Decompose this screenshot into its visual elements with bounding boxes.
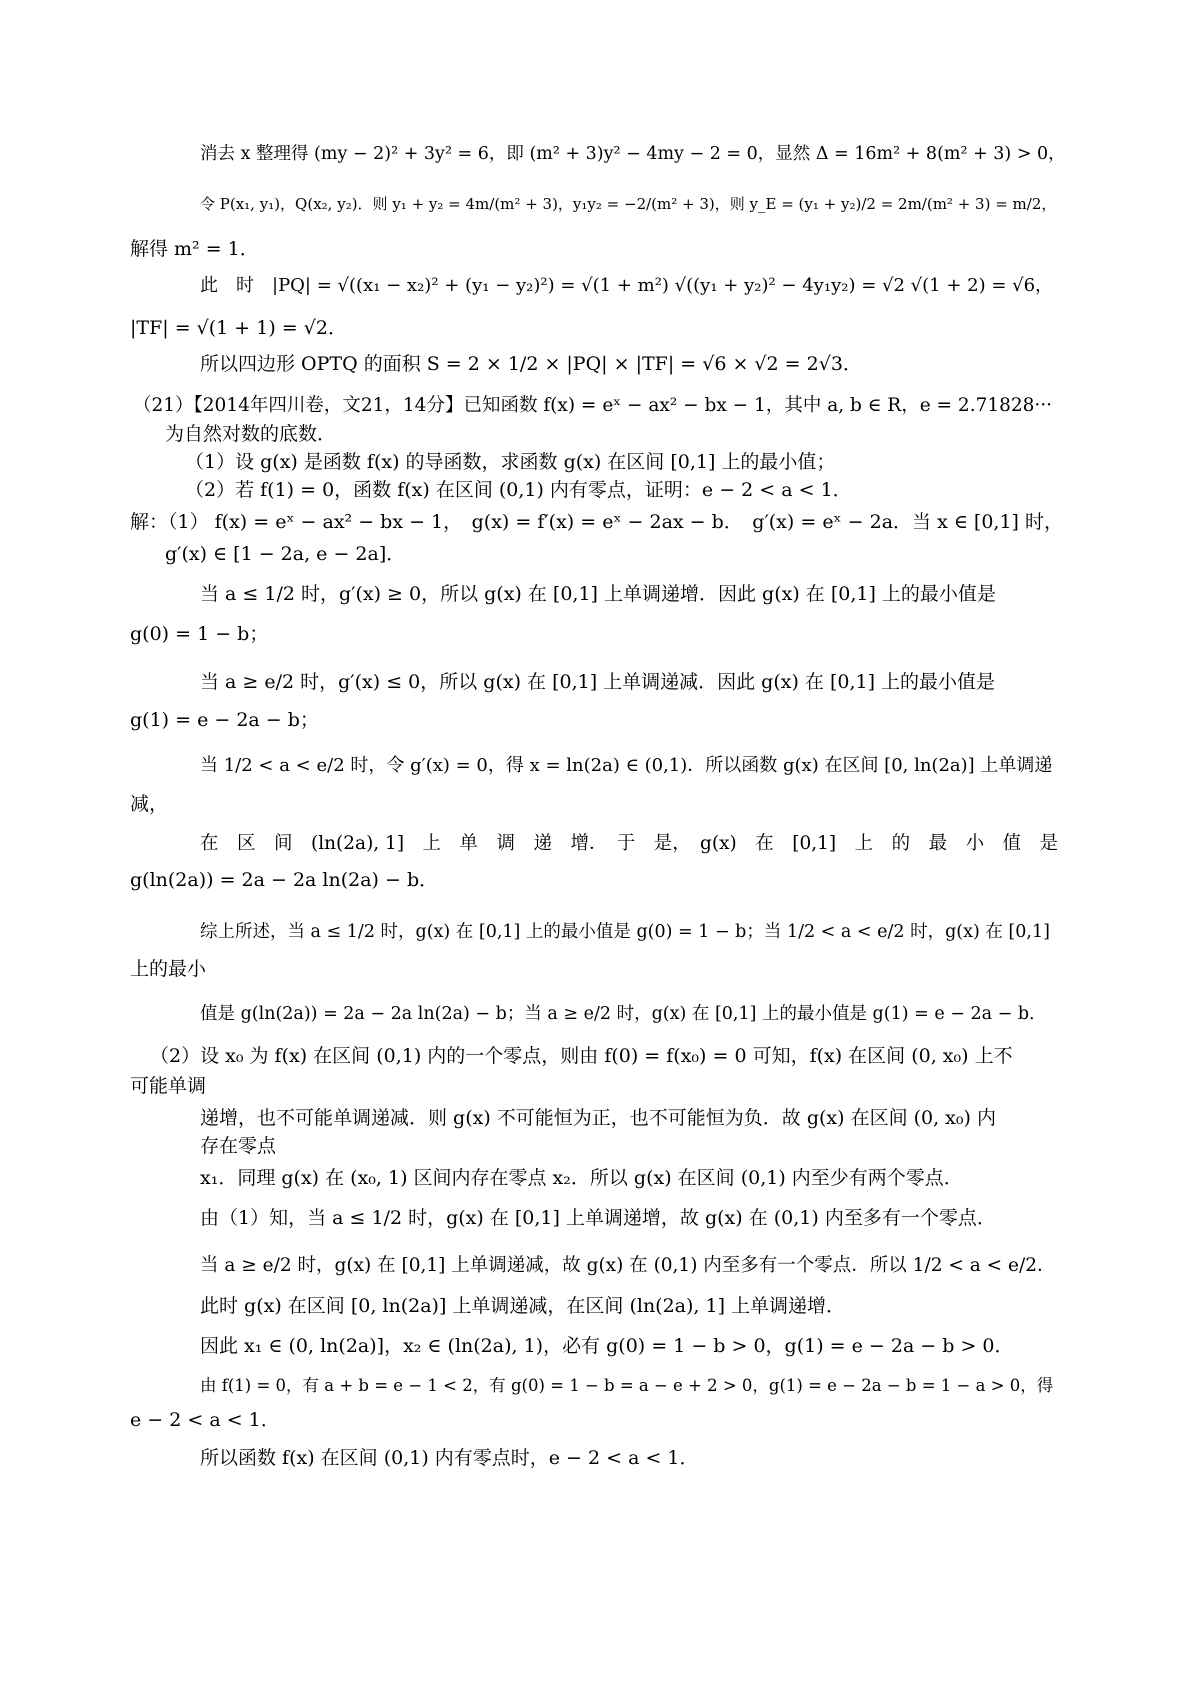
text-line-14: g(0) = 1 − b； — [130, 623, 269, 645]
question-part-2: （2）若 f(1) = 0，函数 f(x) 在区间 (0,1) 内有零点，证明：e − 2 < a < 1． — [185, 479, 852, 501]
text-line-26: 递增，也不可能单调递减．则 g(x) 不可能恒为正，也不可能恒为负．故 g(x) 在区间 (0, x₀) 内 — [200, 1107, 996, 1129]
text-line-17: 当 1/2 < a < e/2 时，令 g′(x) = 0，得 x = ln(2a) ∈ (0,1)．所以函数 g(x) 在区间 [0, ln(2a)] 上单调递 — [200, 755, 1053, 776]
text-line-4: 此 时 |PQ| = √((x₁ − x₂)² + (y₁ − y₂)²) = √(1 + m²) √((y₁ + y₂)² − 4y₁y₂) = √2 √(1 + 2) = √6， — [200, 275, 1054, 296]
text-line-18: 减， — [130, 793, 169, 815]
text-line-23: 值是 g(ln(2a)) = 2a − 2a ln(2a) − b；当 a ≥ e/2 时，g(x) 在 [0,1] 上的最小值是 g(1) = e − 2a − b． — [200, 1004, 1047, 1024]
text-line-32: 因此 x₁ ∈ (0, ln(2a)]，x₂ ∈ (ln(2a), 1)，必有 g(0) = 1 − b > 0，g(1) = e − 2a − b > 0． — [200, 1335, 1014, 1357]
conclusion-line: 所以函数 f(x) 在区间 (0,1) 内有零点时，e − 2 < a < 1． — [200, 1447, 699, 1469]
text-line-5: |TF| = √(1 + 1) = √2． — [130, 317, 347, 339]
question-part-1: （1）设 g(x) 是函数 f(x) 的导函数，求函数 g(x) 在区间 [0,1] 上的最小值； — [185, 451, 836, 473]
text-line-34: e − 2 < a < 1． — [130, 1409, 280, 1431]
text-line-8: 为自然对数的底数． — [165, 423, 337, 445]
text-line-1: 消去 x 整理得 (my − 2)² + 3y² = 6，即 (m² + 3)y² − 4my − 2 = 0，显然 Δ = 16m² + 8(m² + 3) > 0， — [200, 144, 1066, 164]
text-line-20: g(ln(2a)) = 2a − 2a ln(2a) − b． — [130, 869, 439, 891]
text-line-6: 所以四边形 OPTQ 的面积 S = 2 × 1/2 × |PQ| × |TF| = √6 × √2 = 2√3． — [200, 353, 862, 375]
text-line-33: 由 f(1) = 0，有 a + b = e − 1 < 2，有 g(0) = 1 − b = a − e + 2 > 0，g(1) = e − 2a − b = 1 − a > 0，得 — [200, 1376, 1054, 1395]
text-line-31: 此时 g(x) 在区间 [0, ln(2a)] 上单调递减，在区间 (ln(2a), 1] 上单调递增． — [200, 1295, 846, 1317]
text-line-3: 解得 m² = 1． — [130, 238, 259, 260]
solution-start: 解：（1） f(x) = eˣ − ax² − bx − 1， g(x) = f′(x) = eˣ − 2ax − b． g′(x) = eˣ − 2a．当 x ∈ [0,1] 时， — [130, 511, 1064, 533]
summary-line: 综上所述，当 a ≤ 1/2 时，g(x) 在 [0,1] 上的最小值是 g(0) = 1 − b；当 1/2 < a < e/2 时，g(x) 在 [0,1] — [200, 922, 1050, 942]
text-line-27: 存在零点 — [200, 1135, 277, 1157]
text-line-12: g′(x) ∈ [1 − 2a, e − 2a]． — [165, 543, 406, 565]
part-2-start: （2）设 x₀ 为 f(x) 在区间 (0,1) 内的一个零点，则由 f(0) = f(x₀) = 0 可知，f(x) 在区间 (0, x₀) 上不 — [150, 1045, 1013, 1067]
text-line-16: g(1) = e − 2a − b； — [130, 709, 319, 731]
text-line-13: 当 a ≤ 1/2 时，g′(x) ≥ 0，所以 g(x) 在 [0,1] 上单调递增．因此 g(x) 在 [0,1] 上的最小值是 — [200, 583, 996, 605]
text-line-19: 在 区 间 (ln(2a), 1] 上 单 调 递 增． 于 是， g(x) 在 [0,1] 上 的 最 小 值 是 — [200, 833, 1059, 854]
text-line-29: 由（1）知，当 a ≤ 1/2 时，g(x) 在 [0,1] 上单调递增，故 g(x) 在 (0,1) 内至多有一个零点． — [200, 1207, 996, 1229]
text-line-15: 当 a ≥ e/2 时，g′(x) ≤ 0，所以 g(x) 在 [0,1] 上单调递减．因此 g(x) 在 [0,1] 上的最小值是 — [200, 671, 996, 693]
text-line-25: 可能单调 — [130, 1075, 207, 1097]
text-line-2: 令 P(x₁, y₁)，Q(x₂, y₂)．则 y₁ + y₂ = 4m/(m² + 3)，y₁y₂ = −2/(m² + 3)，则 y_E = (y₁ + y₂)/2 = 2m/(m² + 3) = m/2， — [200, 195, 1057, 213]
problem-header: （21）【2014年四川卷，文21，14分】已知函数 f(x) = eˣ − ax² − bx − 1，其中 a, b ∈ R，e = 2.71828··· — [133, 395, 1053, 416]
text-line-28: x₁．同理 g(x) 在 (x₀, 1) 区间内存在零点 x₂．所以 g(x) 在区间 (0,1) 内至少有两个零点． — [200, 1167, 963, 1189]
text-line-22: 上的最小 — [130, 958, 207, 980]
text-line-30: 当 a ≥ e/2 时，g(x) 在 [0,1] 上单调递减，故 g(x) 在 (0,1) 内至多有一个零点．所以 1/2 < a < e/2． — [200, 1255, 1056, 1276]
